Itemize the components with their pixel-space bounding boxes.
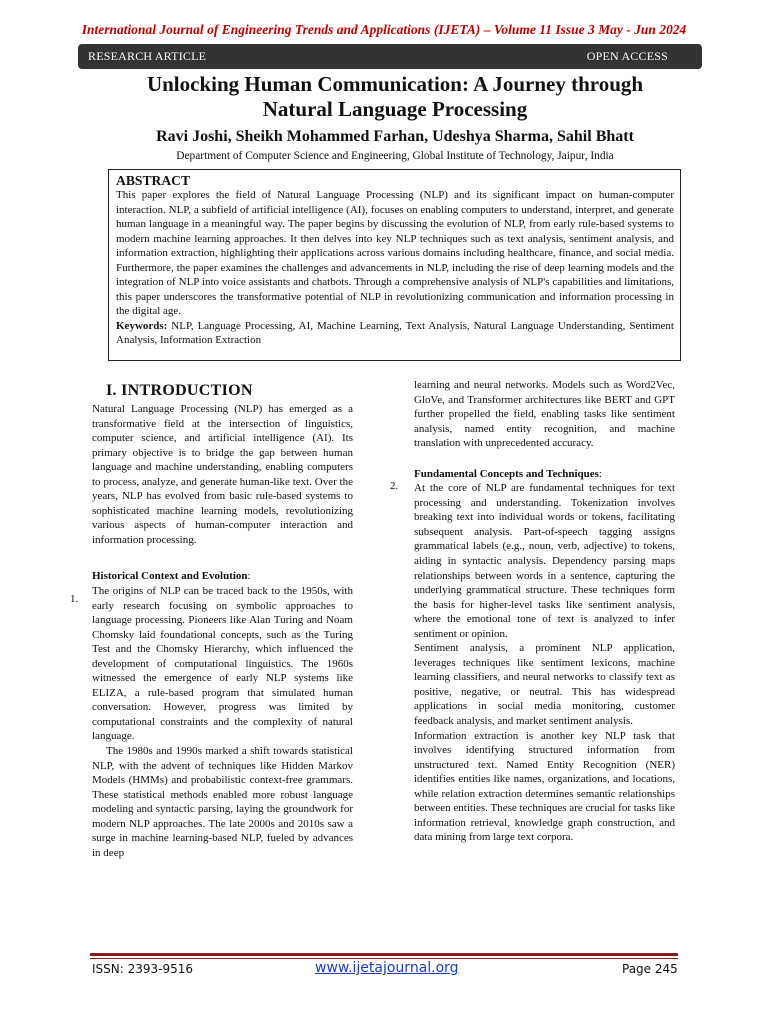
subsection-1-number: 1. [70, 593, 79, 605]
subsection-1-title: Historical Context and Evolution [92, 570, 248, 583]
introduction-heading: I. INTRODUCTION [106, 382, 253, 399]
keywords-label: Keywords: [116, 319, 168, 332]
history-paragraph-continued: learning and neural networks. Models such as Word2Vec, GloVe, and Transformer architectures like BERT and GPT further propelled the field, enabling tasks like sentiment analysis, named entity recognition, and machine translation with unprecedented accuracy. [414, 379, 675, 450]
authors: Ravi Joshi, Sheikh Mohammed Farhan, Udeshya Sharma, Sahil Bhatt [156, 128, 634, 145]
issn: ISSN: 2393-9516 [92, 962, 194, 976]
subsection-1-heading [92, 569, 353, 584]
open-access-label: OPEN ACCESS [586, 49, 668, 63]
right-column [414, 378, 675, 845]
title-line-1: Unlocking Human Communication: A Journey through [146, 72, 644, 96]
title-line-2: Natural Language Processing [262, 97, 528, 121]
paper-title [80, 72, 710, 122]
keywords-list: NLP, Language Processing, AI, Machine Learning, Text Analysis, Natural Language Understanding, Sentiment Analysis, Information Extraction [116, 319, 674, 346]
page-number: Page 245 [622, 962, 678, 976]
information-extraction-paragraph: Information extraction is another key NLP task that involves identifying structured information from unstructured text. Named Entity Recognition (NER) identifies entities like names, organizations, and locations, while relation extraction determines semantic relationships between entities. These techniques are crucial for tasks like information retrieval, knowledge graph construction, and data mining from large text corpora. [414, 729, 675, 844]
subsection-2-title: Fundamental Concepts and Techniques [414, 467, 599, 480]
abstract-box [108, 169, 681, 361]
subsection-2-heading [414, 467, 675, 482]
footer-rule-thin [90, 958, 678, 959]
affiliation: Department of Computer Science and Engineering, Global Institute of Technology, Jaipur, India [176, 150, 614, 162]
techniques-paragraph: At the core of NLP are fundamental techniques for text processing and understanding. Tokenization involves breaking text into individual words or tokens, facilitating subsequent analysis. Part-of-speech tagging assigns grammatical labels (e.g., noun, verb, adjective) to tokens, aiding in syntactic analysis. Dependency parsing maps relationships between words in a sentence, capturing the underlying grammatical structure. These techniques form the basis for higher-level tasks like sentiment analysis, where the emotional tone of text is analyzed to infer sentiment or opinion. [414, 482, 675, 640]
intro-paragraph: Natural Language Processing (NLP) has emerged as a transformative field at the intersection of linguistics, computer science, and artificial intelligence (AI). Its primary objective is to bridge the gap between human language and machine understanding, enabling computers to process, analyze, and generate human-like text. Over the years, NLP has evolved from basic rule-based systems to sophisticated machine learning models, revolutionizing various aspects of human-computer interaction and information processing. [92, 403, 353, 546]
subsection-1-colon: : [247, 570, 251, 583]
history-paragraph-2: The 1980s and 1990s marked a shift towards statistical NLP, with the advent of techniques like Hidden Markov Models (HMMs) and probabilistic context-free grammars. These statistical methods enabled more robust language modeling and syntactic parsing, laying the groundwork for modern NLP approaches. The late 2000s and 2010s saw a surge in machine learning-based NLP, fueled by advances in deep [92, 745, 353, 859]
journal-header: International Journal of Engineering Trends and Applications (IJETA) – Volume 11 Issue 3 May - Jun 2024 [81, 22, 687, 37]
keywords [116, 319, 674, 348]
left-column [92, 402, 353, 860]
footer-rule-thick [90, 953, 678, 956]
research-article-label: RESEARCH ARTICLE [88, 49, 207, 63]
sentiment-paragraph: Sentiment analysis, a prominent NLP application, leverages techniques like sentiment lexicons, machine learning classifiers, and neural networks to classify text as positive, negative, or neutral. This has widespread applications in social media monitoring, customer feedback analysis, and market sentiment analysis. [414, 642, 675, 728]
subsection-2-number: 2. [390, 480, 399, 492]
history-paragraph-1: The origins of NLP can be traced back to the 1950s, with early research focusing on symbolic approaches to language processing. Pioneers like Alan Turing and Noam Chomsky laid foundational concepts, such as the Turing Test and the Chomsky Hierarchy, which influenced the development of computational linguistics. The 1960s witnessed the emergence of early NLP systems like ELIZA, a rule-based program that simulated human conversation. However, progress was limited by computational constraints and the complexity of natural language. [92, 585, 353, 743]
subsection-2-colon: : [598, 467, 602, 480]
article-banner [78, 44, 702, 69]
abstract-text: This paper explores the field of Natural Language Processing (NLP) and its significant impact on human-computer interaction. NLP, a subfield of artificial intelligence (AI), focuses on enabling computers to understand, interpret, and generate human language in a meaningful way. The paper begins by discussing the evolution of NLP, from early rule-based systems to modern machine learning approaches. It then delves into key NLP techniques such as text analysis, sentiment analysis, and information extraction, highlighting their applications across various domains including healthcare, finance, and social media. Furthermore, the paper examines the challenges and advancements in NLP, including the rise of deep learning models and the integration of NLP into voice assistants and chatbots. Through a comprehensive analysis of NLP's capabilities and limitations, this paper underscores the transformative potential of NLP in revolutionizing communication and information processing in the digital age. [116, 189, 674, 317]
abstract-heading: ABSTRACT [116, 173, 191, 188]
journal-website-link[interactable]: www.ijetajournal.org [315, 960, 459, 976]
